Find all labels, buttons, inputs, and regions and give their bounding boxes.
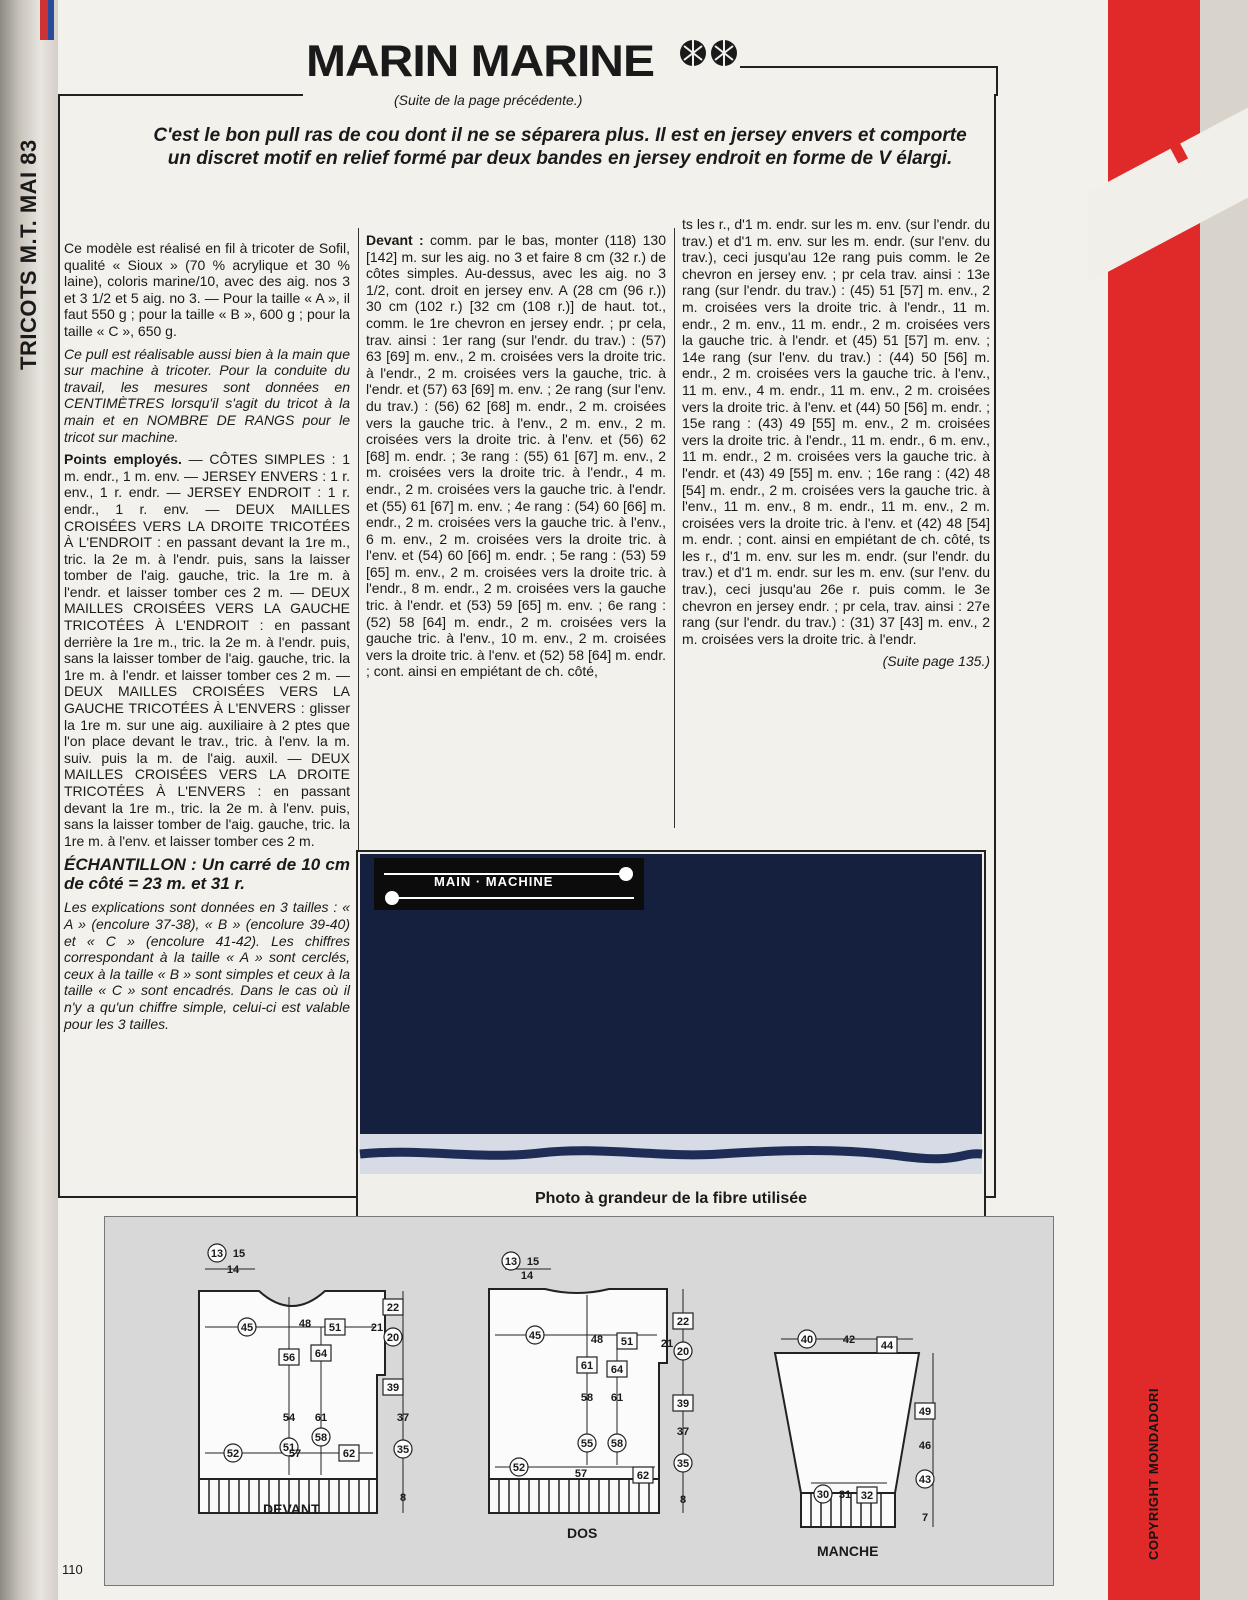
svg-text:46: 46 [918,1440,932,1452]
devant-label: DEVANT [263,1501,320,1517]
dos-side-label-4 [677,1426,689,1438]
copyright-text: COPYRIGHT MONDADORI [1146,1388,1161,1560]
devant-side-label-4 [397,1412,409,1424]
manche-side-label-2 [916,1470,934,1488]
svg-text:30: 30 [816,1489,830,1501]
manche-top-label-2 [877,1337,897,1353]
schema-devant [199,1269,403,1513]
devant-side-label-3 [383,1379,403,1395]
svg-text:32: 32 [860,1490,874,1502]
schema-manche [775,1339,933,1527]
svg-text:20: 20 [386,1332,400,1344]
svg-text:8: 8 [679,1494,687,1506]
devant-width-label-1 [299,1318,311,1330]
devant-side-label-0 [383,1299,403,1315]
svg-text:14: 14 [520,1270,534,1282]
svg-text:43: 43 [918,1474,932,1486]
svg-text:57: 57 [288,1448,302,1460]
dos-side-label-3 [673,1395,693,1411]
devant-side-label-5 [394,1440,412,1458]
svg-text:44: 44 [880,1340,894,1352]
svg-text:48: 48 [590,1334,604,1346]
dos-left-label-2 [578,1434,596,1452]
svg-text:45: 45 [240,1322,254,1334]
dos-left-label-1 [581,1392,593,1404]
manche-side-label-1 [919,1440,931,1452]
manche-side-label-3 [922,1512,928,1524]
svg-text:61: 61 [580,1360,594,1372]
continued-note: (Suite page 135.) [882,653,990,670]
svg-text:51: 51 [620,1336,634,1348]
svg-text:31: 31 [838,1489,852,1501]
dos-width-label-0 [526,1326,544,1344]
svg-text:62: 62 [636,1470,650,1482]
main-machine-badge [374,858,644,910]
dos-mid-label-0 [607,1361,627,1377]
svg-text:20: 20 [676,1346,690,1358]
devant-left-label-1 [283,1412,296,1424]
dos-top-label-1 [527,1256,539,1268]
svg-text:55: 55 [580,1438,594,1450]
dos-left-label-0 [577,1357,597,1373]
column-1 [64,240,350,1038]
dos-side-label-1 [661,1338,673,1350]
svg-text:61: 61 [314,1412,328,1424]
tailles-paragraph: Les explications sont données en 3 tailles : « A » (encolure 37-38), « B » (encolure 39-40) et « C » (encolure 41-42). Les chiffres correspondant à la taille « A » sont cerclés, ceux à la taille « B » sont simples et ceux à la taille « C » sont encadrés. Dans le cas où il n'y a qu'un chiffre simple, celui-ci est valable pour les 3 tailles. [64,899,350,1032]
svg-text:37: 37 [676,1426,690,1438]
svg-text:35: 35 [676,1458,690,1470]
page-subtitle: (Suite de la page précédente.) [394,92,583,108]
svg-text:22: 22 [676,1316,690,1328]
svg-text:42: 42 [842,1334,856,1346]
manche-bottom-label-0 [814,1485,832,1503]
frame-corner-rule [996,66,998,96]
manche-bottom-label-1 [839,1489,851,1501]
devant-width-label-0 [238,1318,256,1336]
devant-mid-label-0 [311,1345,331,1361]
devant-bottom-label-2 [339,1445,359,1461]
badge-label: MAIN · MACHINE [434,874,554,889]
svg-text:40: 40 [800,1334,814,1346]
svg-text:7: 7 [921,1512,929,1524]
knitting-ball-icon [678,32,740,74]
top-rule-right [740,66,998,68]
svg-text:58: 58 [610,1438,624,1450]
echantillon-title: ÉCHANTILLON : Un carré de 10 cm de côté = 23 m. et 31 r. [64,855,350,894]
devant-side-label-2 [384,1328,402,1346]
binding-color-strip-blue [48,0,54,40]
svg-text:52: 52 [512,1462,526,1474]
dos-bottom-label-2 [633,1467,653,1483]
devant-width-label-2 [325,1319,345,1335]
svg-text:61: 61 [610,1392,624,1404]
dos-width-label-1 [591,1334,603,1346]
magazine-vertical-label: TRICOTS M.T. MAI 83 [16,139,41,370]
manche-side-label-0 [915,1403,935,1419]
svg-text:56: 56 [282,1352,296,1364]
column-3 [682,216,990,676]
points-text: — CÔTES SIMPLES : 1 m. endr., 1 m. env. — JERSEY ENVERS : 1 r. env., 1 r. endr. — JERSEY ENDROIT : 1 r. endr., 1 r. env. — DEUX MAILLES CROISÉES VERS LA DROITE TRICOTÉES À L'ENDROIT : en passant devant la 1re m., tric. la 2e m. à l'endr. puis, sans la laisser tomber de l'aig. gauche, tric. la 1re m. à l'endr. et laisser tomber ces 2 m. — DEUX MAILLES CROISÉES VERS LA GAUCHE TRICOTÉES À L'ENDROIT : en passant derrière la 1re m., tric. la 2e m. à l'endr. puis, sans la laisser tomber de l'aig. gauche, tric. la 1re m. à l'endr. et laisser tomber ces 2 m. — DEUX MAILLES CROISÉES VERS LA GAUCHE TRICOTÉES À L'ENVERS : glisser la 1re m. sur une aig. auxiliaire à 2 ptes que l'on place devant le trav., tric. à l'env. la m. suiv. puis la m. de l'aig. auxil. — DEUX MAILLES CROISÉES VERS LA DROITE TRICOTÉES À L'ENVERS : en passant devant la 1re m., tric. la 2e m. à l'env. puis, sans la laisser tomber de l'aig. gauche, tric. la 1re m. à l'env. et laisser tomber ces 2 m. [64,451,351,849]
manche-label: MANCHE [817,1543,879,1559]
dos-top-label-0 [502,1252,520,1270]
dos-side-label-0 [673,1313,693,1329]
yarn-strand-image [360,1134,982,1174]
materials-paragraph: Ce modèle est réalisé en fil à tricoter de Sofil, qualité « Sioux » (70 % acrylique et 30 % laine), coloris marine/10, avec des aig. nos 3 et 3 1/2 et 5 aig. no 3. — Pour la taille « A », il faut 550 g ; pour la taille « B », 600 g ; pour la taille « C », 650 g. [64,240,350,339]
svg-text:49: 49 [918,1406,932,1418]
svg-text:64: 64 [610,1364,624,1376]
points-title: Points employés. [64,451,182,468]
machine-note-paragraph: Ce pull est réalisable aussi bien à la main que sur machine à tricoter. Pour la conduite du travail, les mesures sont données en CENTIMÈTRES lorsqu'il s'agit du tricot à la main et en NOMBRE DE RANGS pour le tricot sur machine. [64,345,350,445]
yarn-photo [356,850,986,1220]
svg-text:21: 21 [660,1338,674,1350]
svg-text:15: 15 [232,1248,246,1260]
devant-bottom-label-1 [289,1448,301,1460]
dos-side-label-5 [674,1454,692,1472]
svg-text:54: 54 [282,1412,296,1424]
svg-text:51: 51 [328,1322,342,1334]
devant-side-label-1 [371,1322,383,1334]
devant-top-label-0 [208,1244,226,1262]
pattern-schemas [104,1216,1054,1586]
svg-text:39: 39 [386,1382,400,1394]
svg-text:64: 64 [314,1348,328,1360]
svg-text:62: 62 [342,1448,356,1460]
svg-text:58: 58 [314,1432,328,1444]
svg-text:22: 22 [386,1302,400,1314]
manche-bottom-label-2 [857,1487,877,1503]
dos-side-label-6 [680,1494,686,1506]
devant-left-label-0 [279,1349,299,1365]
manche-top-label-1 [843,1334,855,1346]
svg-text:8: 8 [399,1492,407,1504]
svg-text:13: 13 [504,1256,518,1268]
column-2 [366,232,666,686]
dos-top-label-2 [521,1270,534,1282]
devant-paragraph [366,232,666,680]
page-number: 110 [62,1562,83,1577]
devant-top-label-2 [227,1264,240,1276]
dos-mid-label-2 [608,1434,626,1452]
svg-text:45: 45 [528,1330,542,1342]
devant-side-label-6 [400,1492,406,1504]
chevron-paragraph: ts les r., d'1 m. endr. sur les m. env. (sur l'endr. du trav.) et d'1 m. env. sur les m. endr. (sur l'env. du trav.), ceci jusqu'au 12e rang puis comm. le 2e chevron en jersey env. ; pr cela trav. ainsi : 13e rang (sur l'endr. du trav.) : (45) 51 [57] m. env., 2 m. croisées vers la droite tric. à l'endr., 11 m. endr., 2 m. env., 11 m. endr., 2 m. croisées vers la gauche tric. à l'endr. et (45) 51 [57] m. env. ; 14e rang (sur l'env. du trav.) : (44) 50 [56] m. endr., 2 m. croisées vers la gauche tric. à l'env., 11 m. env., 4 m. endr., 11 m. env., 2 m. croisées vers la droite tric. à l'env. et (44) 50 [56] m. endr. ; 15e rang : (43) 49 [55] m. env., 2 m. croisées vers la droite tric. à l'endr., 11 m. endr., 6 m. env., 11 m. endr., 2 m. croisées vers la gauche tric. à l'endr. et (43) 49 [55] m. env. ; 16e rang : (42) 48 [54] m. endr., 2 m. croisées vers la gauche tric. à l'env., 11 m. env., 8 m. endr., 11 m. env., 2 m. croisées vers la droite tric. à l'env. et (42) 48 [54] m. endr. ; cont. ainsi en empiétant de ch. côté, ts les r., d'1 m. env. sur les m. endr. (sur l'endr. du trav.) et d'1 m. endr. sur les m. env. (sur l'env. du trav.), ceci jusqu'au 26e r. puis comm. le 3e chevron en jersey endr. ; pr cela, trav. ainsi : 27e rang (sur l'endr. du trav.) : (31) 37 [43] m. env., 2 m. croisées vers la droite tric. à l'endr. [682,216,990,647]
devant-mid-label-1 [315,1412,327,1424]
svg-text:51: 51 [282,1442,296,1454]
column-divider-2 [674,228,675,828]
svg-text:39: 39 [676,1398,690,1410]
dos-width-label-2 [617,1333,637,1349]
svg-text:52: 52 [226,1448,240,1460]
photo-caption: Photo à grandeur de la fibre utilisée [534,1190,808,1207]
dos-mid-label-1 [611,1392,623,1404]
svg-text:48: 48 [298,1318,312,1330]
manche-top-label-0 [798,1330,816,1348]
svg-text:58: 58 [580,1392,594,1404]
svg-text:15: 15 [526,1256,540,1268]
binding-color-strip [40,0,48,40]
points-paragraph [64,451,350,849]
devant-bottom-label-0 [224,1444,242,1462]
svg-text:13: 13 [210,1248,224,1260]
dos-bottom-label-0 [510,1458,528,1476]
devant-text: comm. par le bas, monter (118) 130 [142] m. sur les aig. no 3 et faire 8 cm (32 r.) de côtes simples. Au-dessus, avec les aig. no 3 1/2, cont. droit en jersey env. A (28 cm (96 r.)) 30 cm (102 r.) [32 cm (108 r.)] de haut. tot., comm. le 1re chevron en jersey endr. ; pr cela, trav. ainsi : 1er rang (sur l'endr. du trav.) : (57) 63 [69] m. env., 2 m. croisées vers la droite tric. à l'endr., 2 m. croisées vers la gauche, tric. à l'endr. et (57) 63 [69] m. env. ; 2e rang (sur l'env. du trav.) : (56) 62 [68] m. endr., 2 m. croisées vers la gauche tric. à l'env., 2 m. env., 2 m. croisées vers la droite tric. à l'env. et (56) 62 [68] m. endr. ; 3e rang : (55) 61 [67] m. env., 2 m. croisées vers la droite tric. à l'endr., 4 m. endr., 2 m. croisées vers la gauche tric. à l'endr. et (55) 61 [67] m. env. ; 4e rang : (54) 60 [66] m. endr., 2 m. croisées vers la gauche tric. à l'env., 6 m. env., 2 m. croisées vers la droite tric. à l'env. et (54) 60 [66] m. endr. ; 5e rang : (53) 59 [65] m. env., 2 m. croisées vers la droite tric. à l'endr., 8 m. endr., 2 m. croisées vers la gauche tric. à l'endr. et (53) 59 [65] m. env. ; 6e rang : (52) 58 [64] m. endr., 2 m. croisées vers la gauche tric. à l'env., 10 m. env., 2 m. croisées vers la droite tric. à l'env. et (52) 58 [64] m. endr. ; cont. ainsi en empiétant de ch. côté, [366,232,666,680]
intro-text: C'est le bon pull ras de cou dont il ne se séparera plus. Il est en jersey envers et comporte un discret motif en relief formé par deux bandes en jersey endroit en forme de V élargi. [153,125,967,169]
page-title: MARIN MARINE [306,37,654,86]
svg-text:21: 21 [370,1322,384,1334]
svg-text:14: 14 [226,1264,240,1276]
dos-label: DOS [567,1525,598,1541]
magazine-logo-letter: T [1130,90,1212,187]
devant-top-label-1 [233,1248,245,1260]
devant-title: Devant : [366,232,424,248]
dos-bottom-label-1 [575,1468,587,1480]
next-page-edge [1108,0,1212,1600]
devant-mid-label-2 [312,1428,330,1446]
dos-side-label-2 [674,1342,692,1360]
svg-text:57: 57 [574,1468,588,1480]
svg-text:37: 37 [396,1412,410,1424]
svg-text:35: 35 [396,1444,410,1456]
